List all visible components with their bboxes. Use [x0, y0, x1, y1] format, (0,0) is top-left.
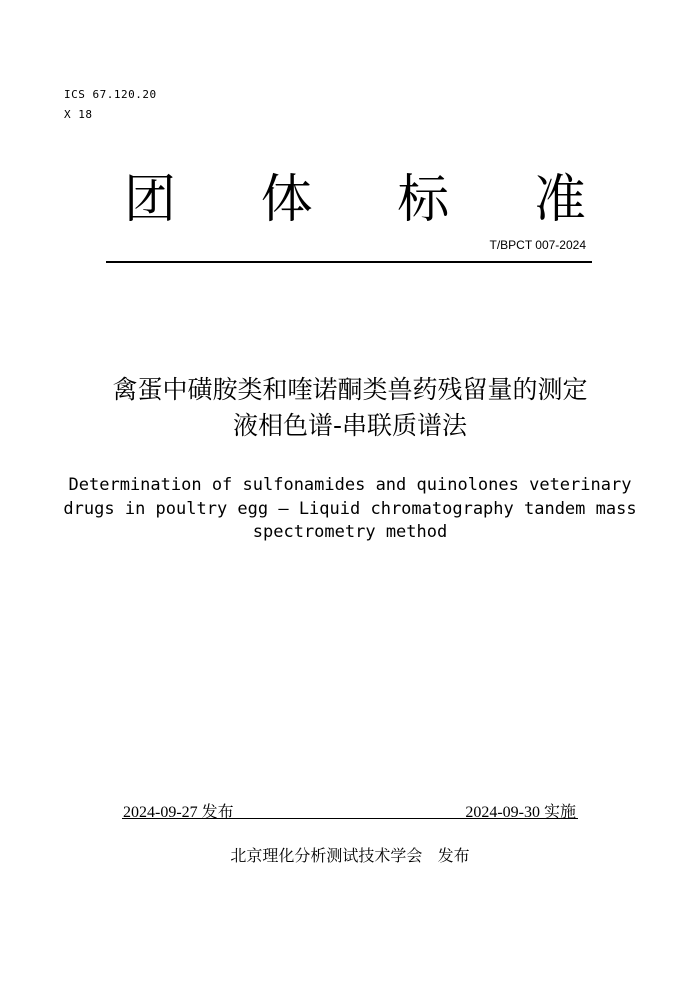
standard-number: T/BPCT 007-2024 — [489, 238, 586, 252]
standard-type-char: 团 — [123, 170, 176, 230]
english-title-line: drugs in poultry egg — Liquid chromatography tandem mass — [63, 498, 637, 519]
publish-date: 2024-09-27 发布 — [123, 804, 234, 821]
classification-code: X 18 — [64, 108, 93, 121]
chinese-title — [0, 372, 700, 444]
standard-type-title — [120, 168, 590, 232]
chinese-title-line: 液相色谱-串联质谱法 — [232, 411, 468, 440]
english-title-line: spectrometry method — [252, 522, 448, 542]
chinese-title-line: 禽蛋中磺胺类和喹诺酮类兽药残留量的测定 — [112, 375, 588, 404]
date-divider — [122, 818, 578, 819]
english-title-line: Determination of sulfonamides and quinolones veterinary — [68, 475, 632, 495]
standard-type-char: 准 — [533, 170, 586, 230]
implementation-date: 2024-09-30 实施 — [465, 804, 576, 821]
issuing-organization: 北京理化分析测试技术学会 发布 — [230, 846, 470, 865]
standard-type-char: 体 — [260, 170, 313, 230]
standard-type-char: 标 — [397, 170, 450, 230]
ics-code: ICS 67.120.20 — [64, 88, 157, 101]
english-title — [40, 474, 660, 545]
header-divider — [106, 261, 592, 263]
